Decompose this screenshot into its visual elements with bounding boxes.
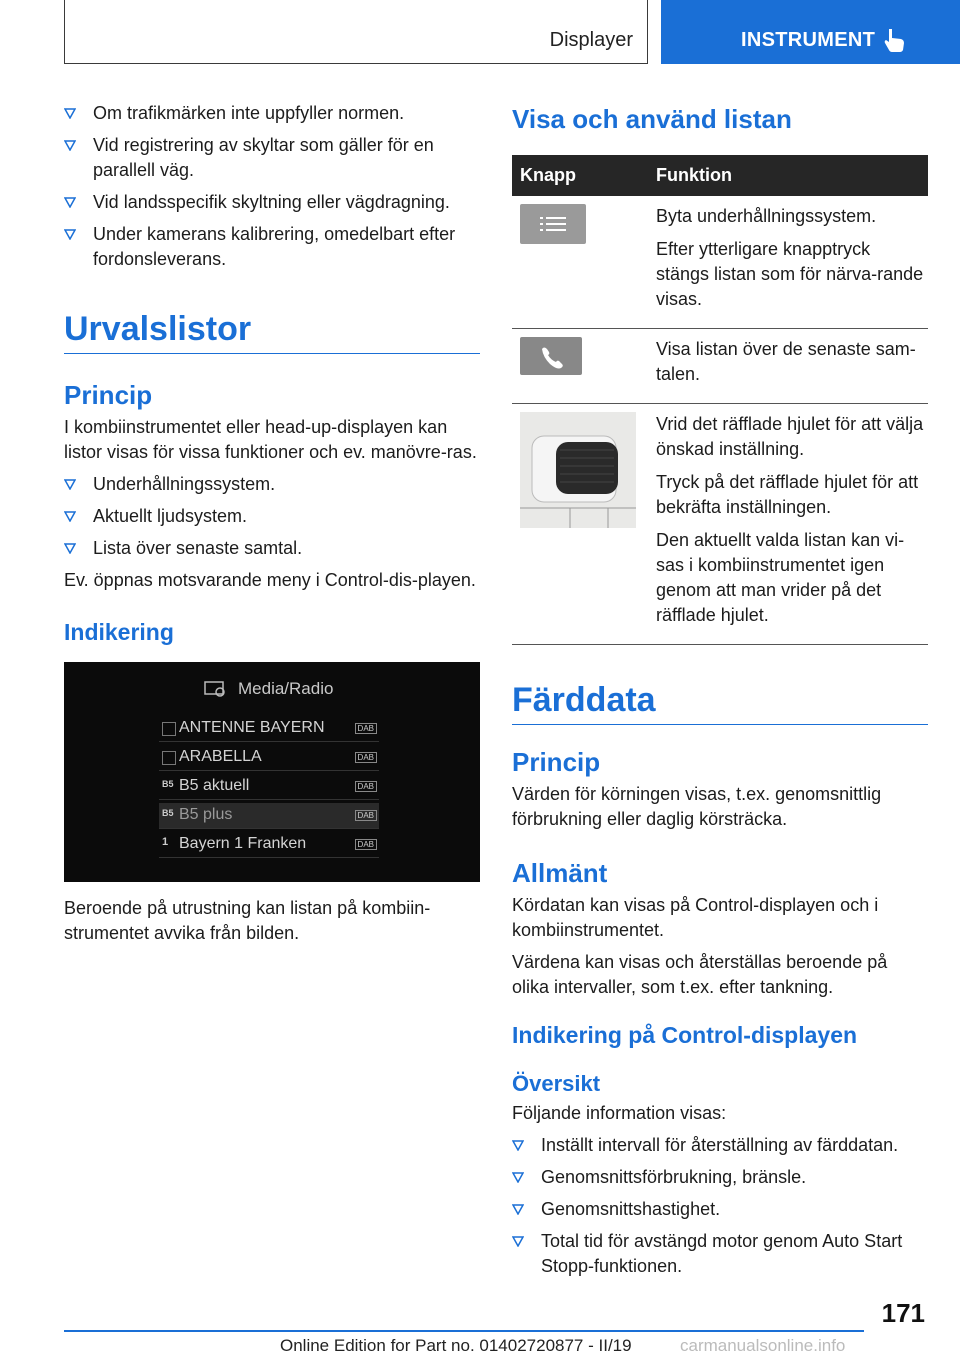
heading-indikering: Indikering — [64, 619, 174, 645]
allmant-text-2: Värdena kan visas och återställas beroende på olika intervaller, som t.ex. efter tankning. — [512, 952, 888, 997]
heading-princip: Princip — [512, 747, 601, 777]
header-section-box — [64, 0, 648, 64]
station-checkbox — [162, 722, 176, 736]
phone-button-icon — [520, 337, 582, 375]
station-row: ANTENNE BAYERN DAB — [159, 716, 379, 742]
heading-visa-och-anvand: Visa och använd listan — [512, 104, 792, 134]
dab-badge: DAB — [355, 839, 377, 850]
heading-allmant: Allmänt — [512, 858, 608, 888]
dab-badge: DAB — [355, 781, 377, 792]
dab-badge: DAB — [355, 723, 377, 734]
left-column — [64, 96, 480, 953]
table-row: Byta underhållningssystem. Efter ytterligare knapptryck stängs listan som för närva-rande visas. — [512, 196, 928, 329]
table-row: Visa listan över de senaste sam-talen. — [512, 329, 928, 404]
list-item: Vid landsspecifik skyltning eller vägdragning. — [64, 190, 480, 215]
right-column — [512, 96, 928, 1286]
radio-list-image — [64, 662, 480, 882]
list-item: Total tid för avstängd motor genom Auto Start Stopp-funktionen. — [512, 1229, 928, 1279]
after-text: Ev. öppnas motsvarande meny i Control-dis-playen. — [64, 570, 476, 590]
principle-text: Värden för körningen visas, t.ex. genomsnittlig förbrukning eller daglig körsträcka. — [512, 784, 882, 829]
heading-oversikt: Översikt — [512, 1071, 601, 1096]
radio-title: Media/Radio — [238, 679, 334, 698]
image-caption: Beroende på utrustning kan listan på kombiin-strumentet avvika från bilden. — [64, 898, 431, 943]
knurled-wheel-icon — [520, 412, 636, 528]
bullet-triangle-icon — [64, 229, 76, 240]
list-item: Genomsnittsförbrukning, bränsle. — [512, 1165, 928, 1190]
header-chapter-title: INSTRUMENT — [741, 29, 876, 51]
bullet-triangle-icon — [64, 140, 76, 151]
list-item: Genomsnittshastighet. — [512, 1197, 928, 1222]
heading-farddata: Färddata — [512, 681, 928, 725]
dab-badge: DAB — [355, 810, 377, 821]
list-item: Under kamerans kalibrering, omedelbart efter fordonsleverans. — [64, 222, 480, 272]
bullet-triangle-icon — [64, 108, 76, 119]
footer-rule — [64, 1330, 864, 1332]
heading-urvalslistor: Urvalslistor — [64, 310, 480, 354]
bullet-triangle-icon — [512, 1236, 524, 1247]
bullet-triangle-icon — [64, 511, 76, 522]
allmant-text-1: Kördatan kan visas på Control-displayen och i kombiinstrumentet. — [512, 895, 879, 940]
watermark: carmanualsonline.info — [680, 1336, 846, 1355]
header-chapter-tab — [661, 0, 960, 64]
bullet-triangle-icon — [64, 197, 76, 208]
station-row-selected: B5 B5 plus DAB — [159, 803, 379, 829]
table-row: Vrid det räfflade hjulet för att välja önskad inställning. Tryck på det räfflade hjulet för att bekräfta inställningen. Den aktuellt valda listan kan vi-sas i kombiinstrumentet igen genom att man vrider på det räfflade hjulet. — [512, 404, 928, 645]
bullet-triangle-icon — [512, 1140, 524, 1151]
header-section-title: Displayer — [549, 29, 633, 51]
list-item: Aktuellt ljudsystem. — [64, 504, 480, 529]
table-header-funktion: Funktion — [648, 155, 928, 196]
bullet-triangle-icon — [512, 1172, 524, 1183]
station-row: ARABELLA DAB — [159, 745, 379, 771]
pointing-hand-icon — [883, 27, 907, 53]
heading-princip: Princip — [64, 380, 153, 410]
oversikt-text: Följande information visas: — [512, 1103, 727, 1123]
list-item: Inställt intervall för återställning av färddatan. — [512, 1133, 928, 1158]
station-row: B5 B5 aktuell DAB — [159, 774, 379, 800]
principle-text: I kombiinstrumentet eller head-up-displayen kan listor visas för vissa funktioner och ev. manövre-ras. — [64, 417, 477, 462]
bullet-triangle-icon — [64, 479, 76, 490]
list-item: Vid registrering av skyltar som gäller för en parallell väg. — [64, 133, 480, 183]
list-item: Lista över senaste samtal. — [64, 536, 480, 561]
page-number: 171 — [881, 1298, 925, 1328]
station-checkbox — [162, 751, 176, 765]
station-row: 1 Bayern 1 Franken DAB — [159, 832, 379, 858]
button-function-table — [512, 155, 928, 645]
bullet-triangle-icon — [64, 543, 76, 554]
list-button-icon — [520, 204, 586, 244]
list-item: Underhållningssystem. — [64, 472, 480, 497]
list-item: Om trafikmärken inte uppfyller normen. — [64, 101, 480, 126]
footer-edition: Online Edition for Part no. 01402720877 - II/19 — [280, 1336, 632, 1355]
table-header-knapp: Knapp — [512, 155, 648, 196]
heading-indikering-control: Indikering på Control-displayen — [512, 1022, 858, 1048]
media-radio-icon — [204, 679, 228, 697]
bullet-triangle-icon — [512, 1204, 524, 1215]
dab-badge: DAB — [355, 752, 377, 763]
